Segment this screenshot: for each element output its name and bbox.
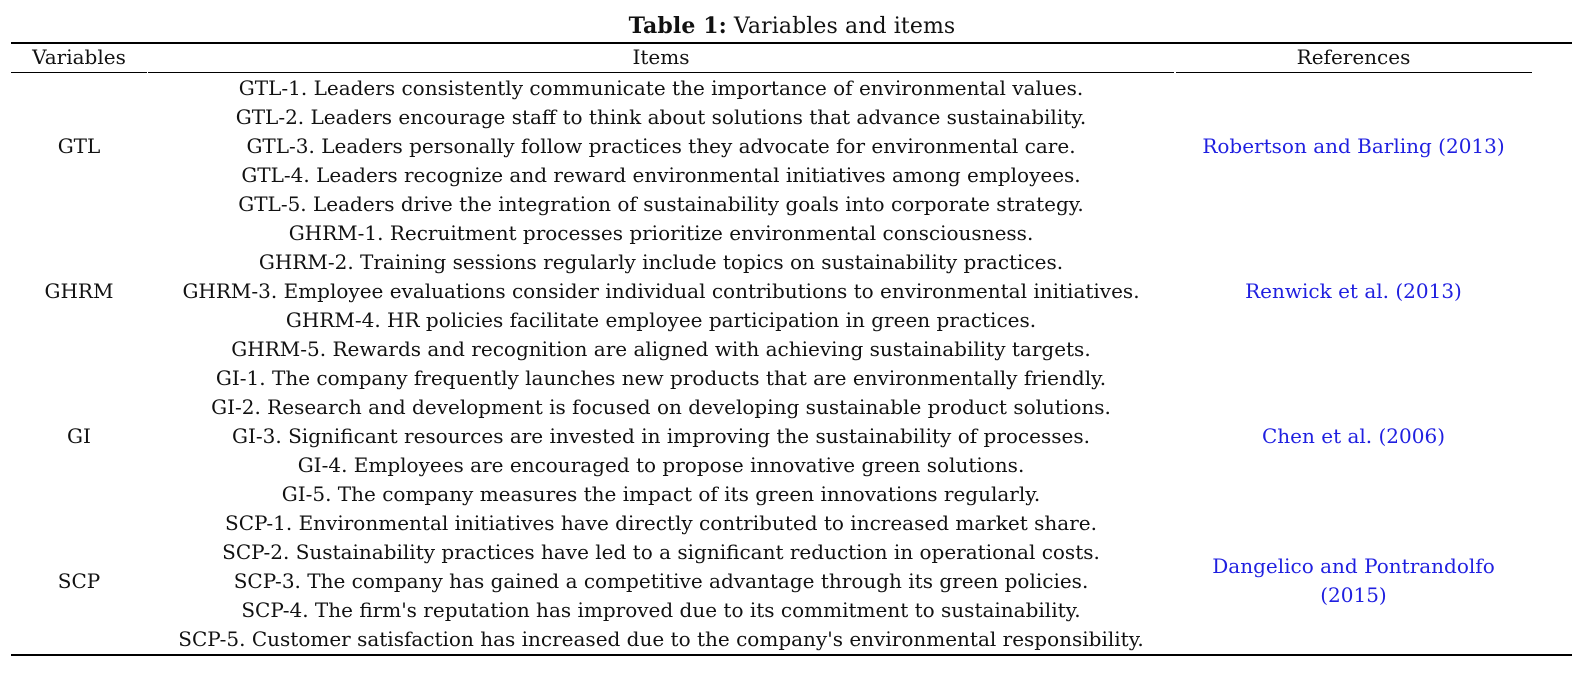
variable-cell: GTL (57, 134, 101, 158)
items-cell (147, 219, 1175, 364)
reference-link[interactable]: Robertson and Barling (2013) (1202, 134, 1505, 158)
item-line: GTL-3. Leaders personally follow practices they advocate for environmental care. (246, 134, 1076, 158)
table-bottom-rule (11, 654, 1572, 656)
header-variables: Variables (32, 45, 126, 69)
header-items: Items (632, 45, 690, 69)
table-row-ghrm (11, 219, 1572, 364)
table-row-scp (11, 509, 1572, 654)
header-rule-references (1176, 72, 1532, 73)
item-line: GTL-1. Leaders consistently communicate the importance of environmental values. (238, 76, 1084, 100)
item-line: SCP-3. The company has gained a competitive advantage through its green policies. (233, 569, 1089, 593)
item-line: GTL-2. Leaders encourage staff to think about solutions that advance sustainability. (235, 105, 1087, 129)
item-line: GHRM-3. Employee evaluations consider individual contributions to environmental initiatives. (182, 279, 1140, 303)
items-cell (147, 74, 1175, 219)
item-line: GI-1. The company frequently launches new products that are environmentally friendly. (215, 366, 1107, 390)
reference-link[interactable]: Renwick et al. (2013) (1245, 279, 1462, 303)
table-caption-label: Table 1: (628, 13, 727, 39)
item-line: GI-4. Employees are encouraged to propose innovative green solutions. (297, 453, 1025, 477)
reference-link[interactable]: Chen et al. (2006) (1261, 424, 1446, 448)
items-cell (147, 509, 1175, 654)
item-line: SCP-5. Customer satisfaction has increased due to the company's environmental responsibility. (178, 627, 1144, 651)
table-caption-text: Variables and items (733, 14, 956, 39)
table-row-gi (11, 364, 1572, 509)
item-line: GI-3. Significant resources are invested in improving the sustainability of processes. (232, 424, 1090, 448)
variable-cell: SCP (57, 569, 101, 593)
item-line: GTL-4. Leaders recognize and reward environmental initiatives among employees. (241, 163, 1081, 187)
table-row-gtl (11, 74, 1572, 219)
item-line: GI-2. Research and development is focused on developing sustainable product solutions. (211, 395, 1111, 419)
table-caption (0, 8, 1584, 45)
reference-line: Dangelico and Pontrandolfo (1212, 554, 1495, 578)
variable-cell: GI (67, 424, 91, 448)
reference-line: (2015) (1320, 583, 1387, 607)
variable-cell: GHRM (44, 279, 114, 303)
header-rule-items (148, 72, 1174, 73)
items-cell (147, 364, 1175, 509)
item-line: SCP-2. Sustainability practices have led to a significant reduction in operational costs. (222, 540, 1100, 564)
header-references: References (1296, 45, 1411, 69)
item-line: SCP-4. The firm's reputation has improved due to its commitment to sustainability. (241, 598, 1081, 622)
item-line: GTL-5. Leaders drive the integration of sustainability goals into corporate strategy. (238, 192, 1084, 216)
reference-link[interactable] (1175, 552, 1532, 610)
header-rule-variables (11, 72, 147, 73)
item-line: GHRM-5. Rewards and recognition are aligned with achieving sustainability targets. (231, 337, 1091, 361)
item-line: GI-5. The company measures the impact of its green innovations regularly. (281, 482, 1041, 506)
item-line: GHRM-2. Training sessions regularly include topics on sustainability practices. (258, 250, 1064, 274)
item-line: GHRM-1. Recruitment processes prioritize environmental consciousness. (288, 221, 1034, 245)
item-line: SCP-1. Environmental initiatives have directly contributed to increased market share. (225, 511, 1097, 535)
item-line: GHRM-4. HR policies facilitate employee participation in green practices. (285, 308, 1037, 332)
